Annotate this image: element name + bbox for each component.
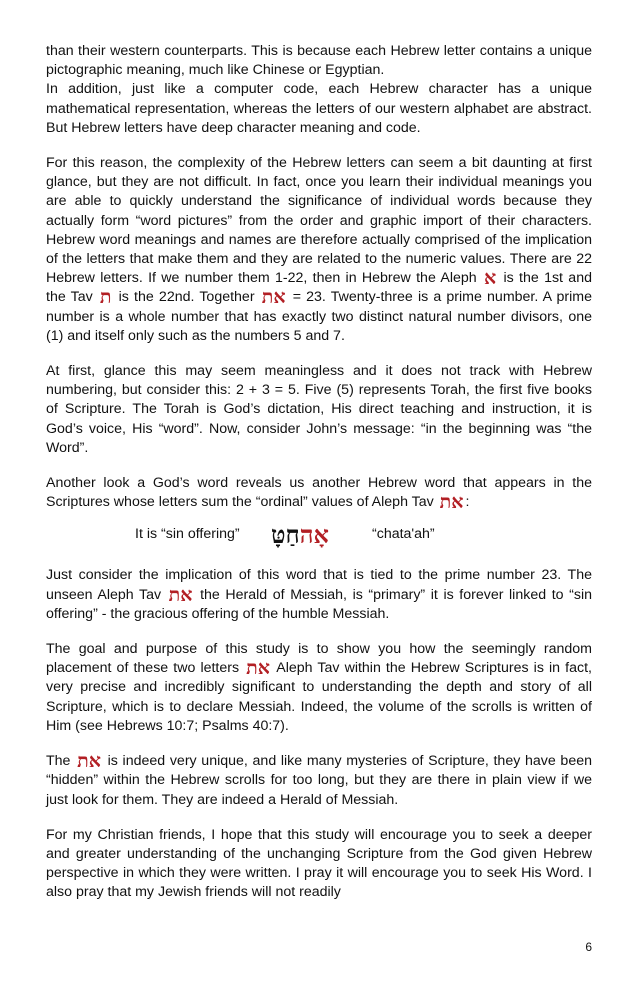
aleph-tav-glyph: את <box>439 491 464 514</box>
example-transliteration: “chata'ah” <box>372 526 435 543</box>
aleph-glyph: א <box>483 267 497 290</box>
page-number: 6 <box>585 940 592 954</box>
paragraph-2-text-d: = 23. Twenty-three is a prime number. A prime number is a whole number that has exactly two distinct natural number divisors, one (1) and itself only such as the numbers 5 and 7. <box>46 289 592 344</box>
paragraph-3-text: At first, glance this may seem meaningless and it does not track with Hebrew numbering, but consider this: 2 + 3 = 5. Five (5) represents Torah, the first five books of Scripture. The Torah is God’s dictation, His direct teaching and instruction, it is God’s voice, His “word”. Now, consider John’s message: “in the beginning was “the Word”. <box>46 363 592 456</box>
paragraph-2 <box>46 154 592 346</box>
paragraph-2-text-c: is the 22nd. Together <box>118 289 255 306</box>
paragraph-7 <box>46 752 592 810</box>
paragraph-7-text-a: The <box>46 753 71 770</box>
paragraph-2-text-b: is the 1st and the Tav <box>46 270 592 306</box>
paragraph-1b-text: In addition, just like a computer code, each Hebrew character has a unique mathematical representation, whereas the letters of our western alphabet are abstract. But Hebrew letters have deep character meaning and code. <box>46 81 592 136</box>
paragraph-4-text-a: Another look a God’s word reveals us another Hebrew word that appears in the Scriptures whose letters sum the “ordinal” values of Aleph Tav <box>46 475 592 511</box>
paragraph-5-text-b: the Herald of Messiah, is “primary” it is forever linked to “sin offering” - the gracious offering of the humble Messiah. <box>46 586 592 622</box>
hebrew-word-black-part: חַטָּ <box>271 520 300 550</box>
paragraph-5 <box>46 566 592 624</box>
paragraph-6-text-a: The goal and purpose of this study is to show you how the seemingly random placement of these two letters <box>46 641 592 677</box>
paragraph-5-text-a: Just consider the implication of this word that is tied to the prime number 23. The unseen Aleph Tav <box>46 567 592 603</box>
aleph-tav-glyph: את <box>261 286 286 309</box>
aleph-tav-glyph: את <box>77 750 101 773</box>
paragraph-1a <box>46 42 592 80</box>
paragraph-8-text: For my Christian friends, I hope that this study will encourage you to seek a deeper and greater understanding of the unchanging Scripture from the God given Hebrew perspective in which they were written. I pray it will encourage you to seek His Word. I also pray that my Jewish friends will not readily <box>46 826 592 901</box>
paragraph-3 <box>46 362 592 458</box>
document-page <box>46 42 592 903</box>
paragraph-7-text-b: is indeed very unique, and like many mysteries of Scripture, they have been “hidden” within the Hebrew scrolls for too long, but they are there in plain view if we just look for them. They are indeed a Herald of Messiah. <box>46 753 592 808</box>
paragraph-8 <box>46 826 592 903</box>
hebrew-word-chataah <box>271 520 329 550</box>
paragraph-6-text-b: Aleph Tav within the Hebrew Scriptures is in fact, very precise and incredibly significant to understanding the depth and story of all Scripture, which is to declare Messiah. Indeed, the volume of the scrolls is written of Him (see Hebrews 10:7; Psalms 40:7). <box>46 660 592 734</box>
paragraph-4-text-b: : <box>465 494 470 511</box>
paragraph-2-text-a: For this reason, the complexity of the Hebrew letters can seem a bit daunting at first glance, but they are not difficult. In fact, once you learn their individual meanings you are able to quickly understand the significance of individual words because they actually form “word pictures” from the order and graphic import of their characters. Hebrew word meanings and names are therefore actually comprised of the implication of the letters that make them and they are related to the numeric values. There are 22 Hebrew letters. If we number them 1-22, then in Hebrew the Aleph <box>46 155 592 287</box>
aleph-tav-glyph: את <box>168 583 193 606</box>
tav-glyph: ת <box>99 286 112 309</box>
hebrew-word-red-part: אָה <box>299 520 329 550</box>
paragraph-6 <box>46 640 592 736</box>
aleph-tav-glyph: את <box>246 657 270 680</box>
paragraph-1a-text: than their western counterparts. This is because each Hebrew letter contains a unique pictographic meaning, much like Chinese or Egyptian. <box>46 43 592 79</box>
paragraph-1b <box>46 80 592 138</box>
paragraph-4 <box>46 474 592 512</box>
sin-offering-example <box>46 520 592 548</box>
example-label: It is “sin offering” <box>135 526 240 543</box>
